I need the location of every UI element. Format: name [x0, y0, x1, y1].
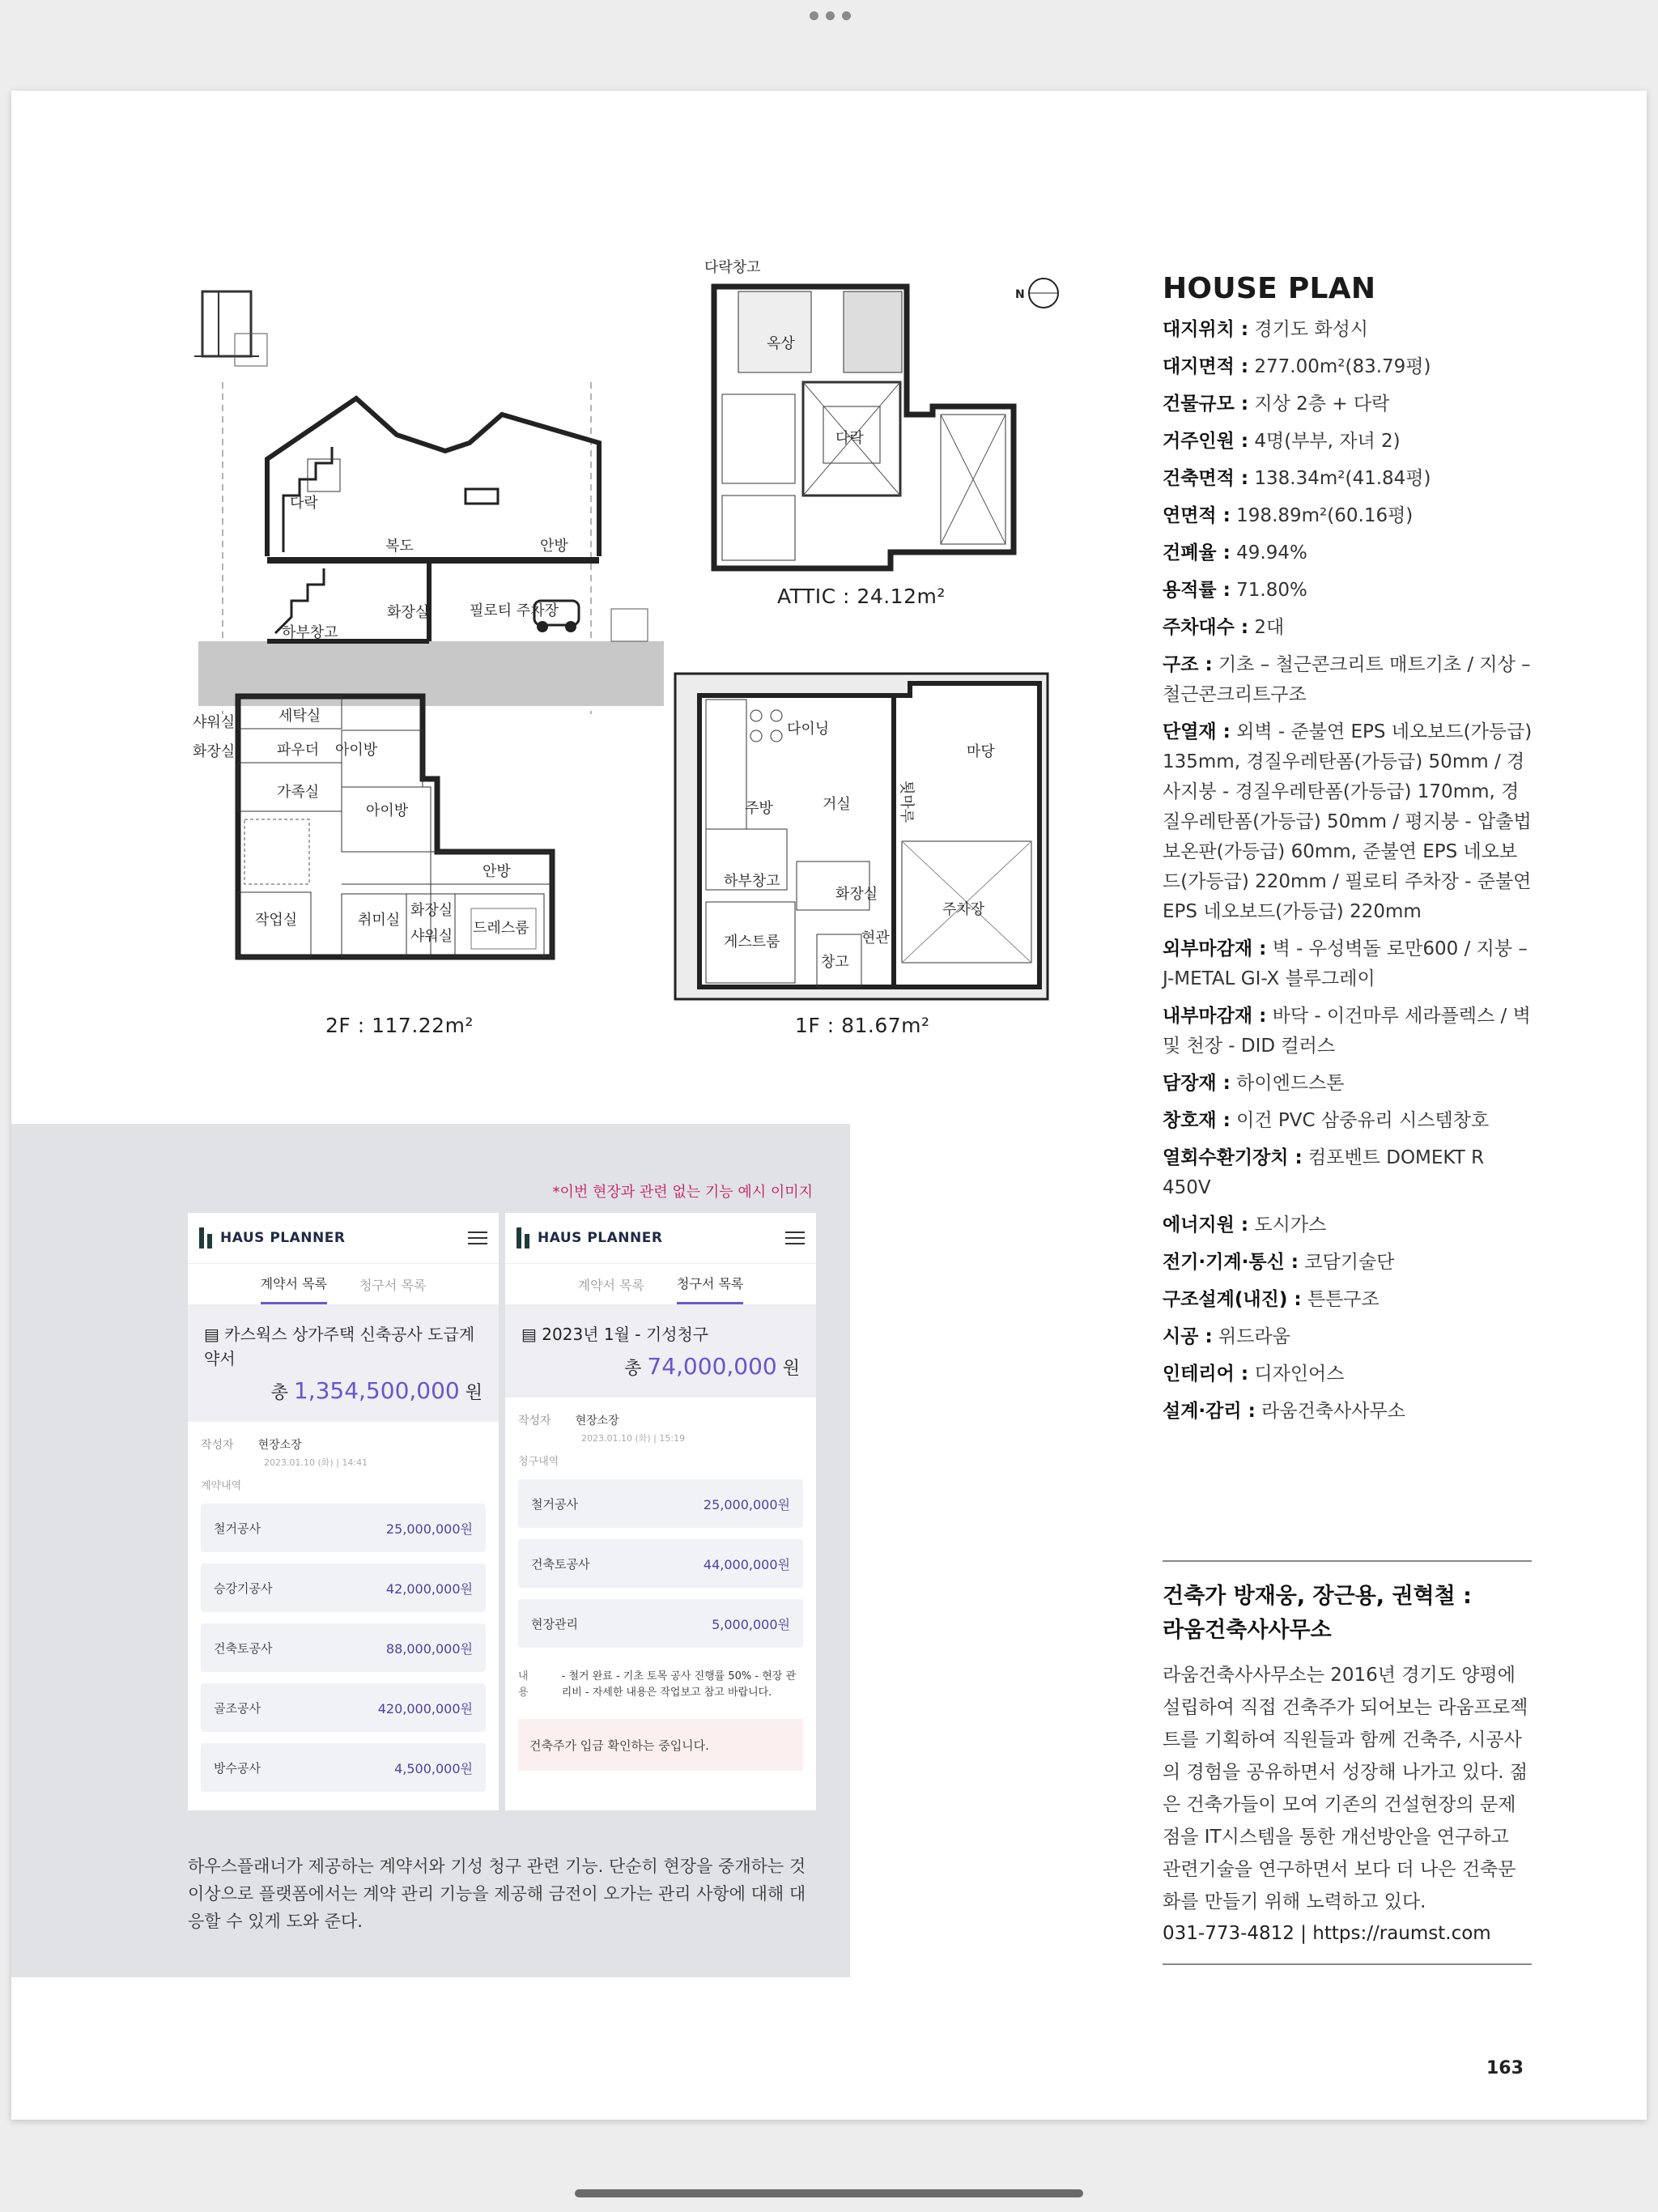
room-label: 주차장: [942, 901, 985, 918]
room-label: 다락창고: [704, 259, 761, 276]
line-item: 철거공사 25,000,000원: [518, 1479, 803, 1528]
page-number: 163: [1486, 2058, 1524, 2078]
spec-row: 건축면적 : 138.34m²(41.84평): [1163, 468, 1431, 489]
spec-row: 건물규모 : 지상 2층 + 다락: [1163, 393, 1390, 415]
spec-row: 내부마감재 : 바닥 - 이건마루 세라플렉스 / 벽 및 천장 - DID 컬러스: [1163, 1006, 1531, 1057]
room-label: 샤워실: [193, 714, 236, 731]
tab-contracts[interactable]: 계약서 목록: [577, 1277, 644, 1293]
first-floor-caption: 1F : 81.67m²: [795, 1014, 930, 1037]
room-label: 다락: [835, 430, 864, 447]
phone-screenshot-contract: [188, 1213, 499, 1810]
room-label: 다락: [290, 495, 318, 512]
room-label: 아이방: [366, 802, 409, 819]
spec-row: 담장재 : 하이엔드스톤: [1163, 1073, 1345, 1094]
room-label: 필로티 주차장: [470, 602, 559, 619]
room-label: 샤워실: [410, 928, 453, 945]
author-info: 작성자 현장소장 2023.01.10 (화) | 15:19: [518, 1414, 686, 1444]
room-label: 게스트룸: [724, 934, 780, 951]
attic-plan: [690, 253, 1078, 609]
house-plan-spec: [1163, 272, 1535, 1434]
line-item: 승강기공사 42,000,000원: [201, 1563, 486, 1612]
line-item: 건축토공사 44,000,000원: [518, 1539, 803, 1588]
room-label: 옥상: [767, 335, 795, 352]
room-label: 가족실: [277, 784, 320, 801]
haus-planner-logo: HAUS PLANNER: [199, 1227, 345, 1249]
invoice-description: 내용 - 철거 완료 - 기초 토목 공사 진행률 50% - 현장 관리비 - 자세한 내용은 작업보고 참고 바랍니다.: [518, 1670, 797, 1699]
line-item: 방수공사 4,500,000원: [201, 1743, 486, 1792]
second-floor-caption: 2F : 117.22m²: [325, 1014, 474, 1037]
room-label: 세탁실: [278, 708, 321, 725]
author-info: 작성자 현장소장 2023.01.10 (화) | 14:41: [201, 1439, 368, 1468]
room-label: 화장실: [193, 743, 236, 760]
divider: [1163, 1560, 1532, 1562]
room-label: 툇마루: [898, 781, 915, 823]
room-label: 다이닝: [787, 721, 830, 738]
line-item: 철거공사 25,000,000원: [201, 1504, 486, 1552]
logo-icon: [199, 1227, 214, 1249]
spec-row: 구조 : 기초 – 철근콘크리트 매트기초 / 지상 – 철근콘크리트구조: [1163, 654, 1531, 705]
spec-row: 열회수환기장치 : 컴포벤트 DOMEKT R 450V: [1163, 1147, 1485, 1198]
architect-title: 건축가 방재웅, 장근용, 권혁철 : 라움건축사사무소: [1163, 1584, 1472, 1643]
home-indicator[interactable]: [575, 2189, 1083, 2197]
contract-total: 총 1,354,500,000 원: [270, 1377, 483, 1404]
room-label: 아이방: [335, 742, 378, 759]
tab-invoices[interactable]: 청구서 목록: [359, 1277, 427, 1293]
first-floor-plan: [667, 667, 1056, 1007]
spec-row: 창호재 : 이건 PVC 삼중유리 시스템창호: [1163, 1110, 1490, 1131]
spec-row: 주차대수 : 2대: [1163, 617, 1285, 638]
room-label: 복도: [385, 538, 414, 555]
architect-description: 라움건축사사무소는 2016년 경기도 양평에 설립하여 직접 건축주가 되어보는 라움프로젝트를 기획하여 직원들과 함께 건축주, 시공사의 경험을 공유하면서 성장해 나가고 있다. 젊은 건축가들이 모여 기존의 건설현장의 문제점을 IT시스템을 통한 개선방안을 연구하고 관련기술을 연구하면서 보다 더 나은 건축문화를 만들기 위해 노력하고 있다.: [1163, 1665, 1528, 1912]
spec-row: 용적률 : 71.80%: [1163, 580, 1307, 601]
spec-row: 에너지원 : 도시가스: [1163, 1214, 1327, 1236]
spec-row: 전기·기계·통신 : 코담기술단: [1163, 1252, 1395, 1273]
menu-icon[interactable]: [468, 1227, 487, 1249]
divider: [1163, 1963, 1532, 1965]
spec-row: 시공 : 위드라움: [1163, 1326, 1290, 1347]
spec-row: 인테리어 : 디자인어스: [1163, 1363, 1345, 1385]
line-item: 골조공사 420,000,000원: [201, 1683, 486, 1732]
section-label: 청구내역: [518, 1456, 559, 1468]
room-label: 현관: [861, 929, 890, 946]
room-label: 하부창고: [724, 873, 780, 890]
spec-row: 외부마감재 : 벽 - 우성벽돌 로만600 / 지붕 – J-METAL GI-X 블루그레이: [1163, 938, 1528, 989]
invoice-total: 총 74,000,000 원: [624, 1353, 800, 1380]
architect-info: [1163, 1560, 1532, 1965]
room-label: 화장실: [410, 902, 453, 919]
phone-screenshot-invoice: [505, 1213, 816, 1810]
room-label: 취미실: [358, 912, 401, 929]
app-feature-box: [11, 1124, 850, 1977]
second-floor-plan: [180, 682, 568, 1070]
spec-list: [1163, 315, 1535, 1427]
window-dots[interactable]: [810, 11, 851, 20]
room-label: 드레스룸: [473, 920, 529, 937]
spec-row: 대지면적 : 277.00m²(83.79평): [1163, 356, 1431, 377]
room-label: 파우더: [277, 742, 320, 759]
north-arrow-icon: N: [1015, 288, 1025, 301]
room-label: 화장실: [835, 886, 878, 903]
spec-row: 연면적 : 198.89m²(60.16평): [1163, 505, 1414, 526]
tab-contracts[interactable]: 계약서 목록: [261, 1264, 327, 1304]
spec-row: 대지위치 : 경기도 화성시: [1163, 319, 1369, 340]
room-label: 마당: [967, 743, 995, 760]
magazine-page: [11, 91, 1647, 2120]
document-icon: ▤: [204, 1325, 225, 1344]
section-label: 계약내역: [201, 1480, 242, 1492]
room-label: 안방: [540, 538, 568, 555]
invoice-title: ▤ 2023년 1월 - 기성청구: [521, 1325, 709, 1344]
document-icon: ▤: [521, 1325, 542, 1344]
room-label: 하부창고: [282, 624, 338, 641]
room-label: 안방: [483, 863, 511, 880]
room-label: 화장실: [387, 604, 430, 621]
contract-title: ▤ 카스웍스 상가주택 신축공사 도급계약서: [204, 1325, 475, 1368]
attic-caption: ATTIC : 24.12m²: [777, 585, 946, 608]
feature-caption: 하우스플래너가 제공하는 계약서와 기성 청구 관련 기능. 단순히 현장을 중개하는 것 이상으로 플랫폼에서는 계약 관리 기능을 제공해 금전이 오가는 관리 사항에 대해 대응할 수 있게 도와 준다.: [188, 1857, 806, 1931]
logo-icon: [517, 1227, 531, 1249]
spec-row: 거주인원 : 4명(부부, 자녀 2): [1163, 431, 1401, 452]
haus-planner-logo: HAUS PLANNER: [517, 1227, 662, 1249]
tab-invoices[interactable]: 청구서 목록: [677, 1264, 743, 1304]
line-item: 현장관리 5,000,000원: [518, 1599, 803, 1648]
section-drawing: [186, 261, 672, 714]
example-note: *이번 현장과 관련 없는 기능 예시 이미지: [552, 1184, 813, 1201]
menu-icon[interactable]: [785, 1227, 805, 1249]
room-label: 작업실: [255, 912, 298, 929]
line-item: 건축토공사 88,000,000원: [201, 1623, 486, 1672]
spec-row: 단열재 : 외벽 - 준불연 EPS 네오보드(가등급) 135mm, 경질우레탄폼(가등급) 50mm / 경사지붕 - 경질우레탄폼(가등급) 170mm, 경질우레탄폼(가등급) 50mm / 평지붕 - 압출법보온판(가등급) 60mm, 준불연 EPS 네오보드(가등급) 220mm / 필로티 주차장 - 준불연 EPS 네오보드(가등급) 220mm: [1163, 721, 1533, 922]
room-label: 거실: [823, 796, 851, 813]
room-label: 창고: [821, 954, 849, 971]
payment-status: 건축주가 입금 확인하는 중입니다.: [518, 1719, 803, 1771]
architect-contact: 031-773-4812 | https://raumst.com: [1163, 1923, 1491, 1944]
spec-title: HOUSE PLAN: [1163, 272, 1376, 305]
spec-row: 건폐율 : 49.94%: [1163, 542, 1307, 564]
room-label: 주방: [745, 800, 773, 817]
spec-row: 설계·감리 : 라움건축사사무소: [1163, 1401, 1405, 1422]
spec-row: 구조설계(내진) : 튼튼구조: [1163, 1289, 1380, 1310]
